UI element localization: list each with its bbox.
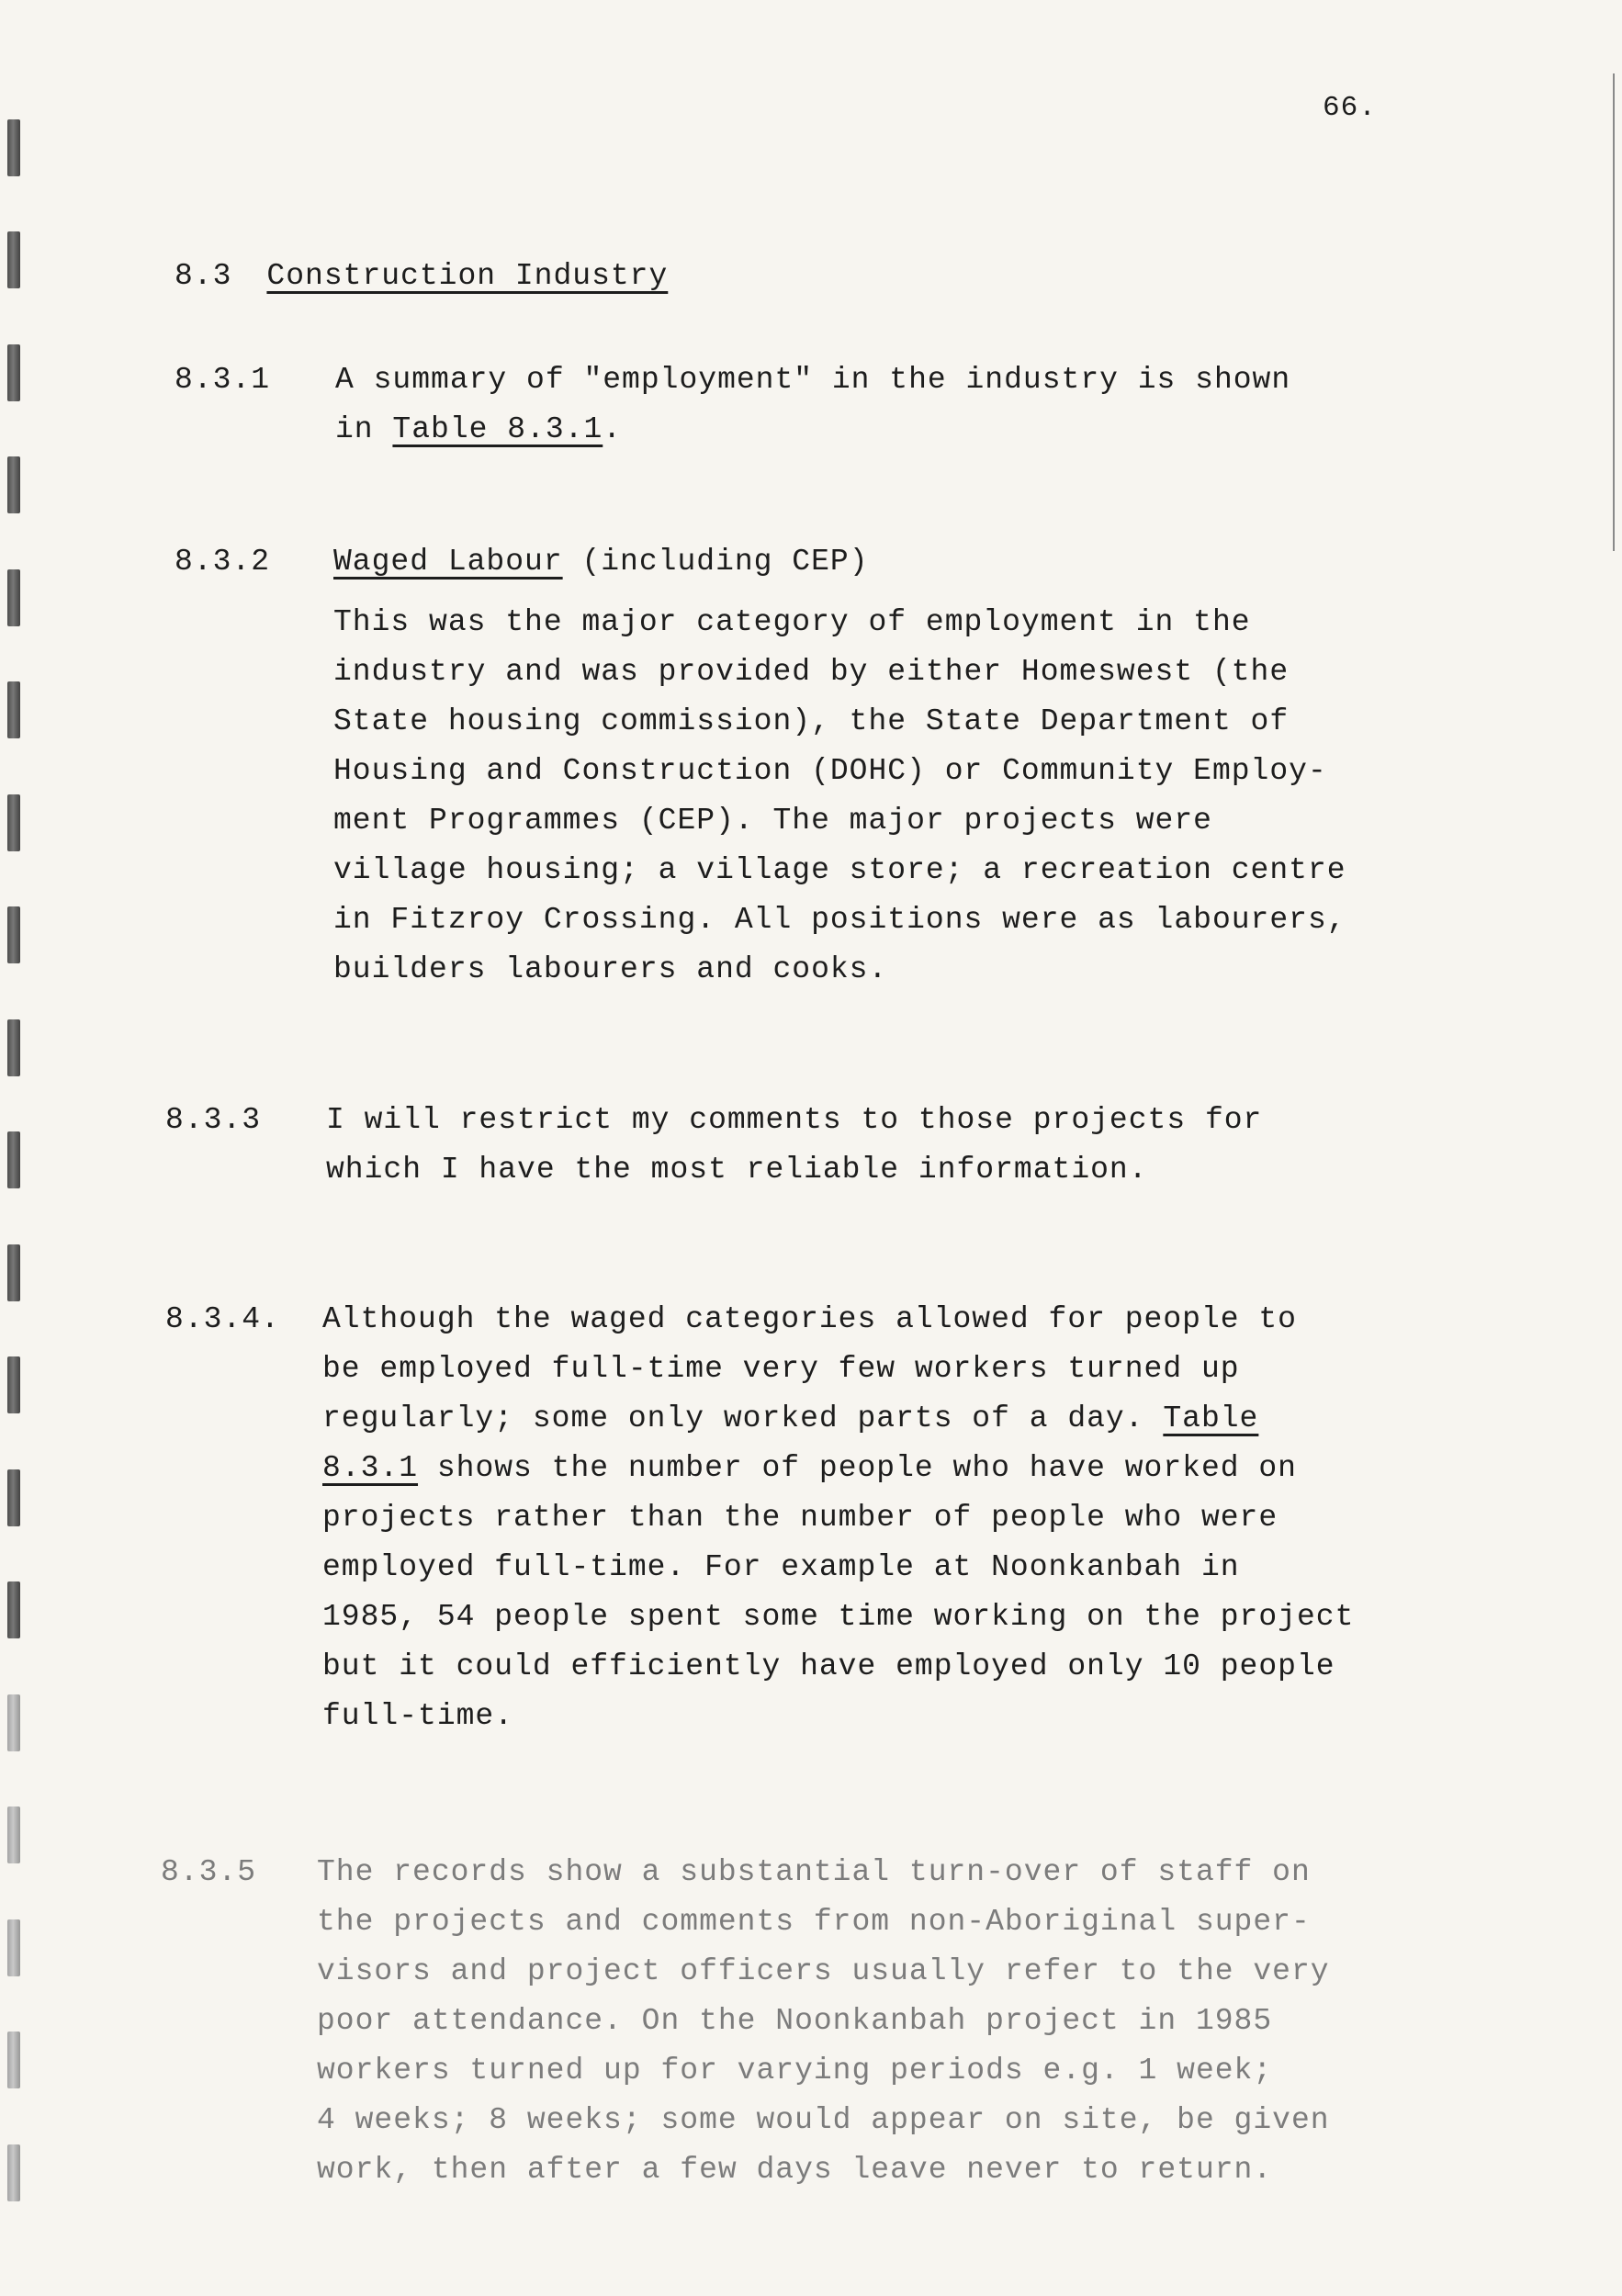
paragraph-body	[326, 1096, 1474, 1195]
paragraph-body	[335, 355, 1483, 455]
subheading-line	[333, 537, 1481, 587]
page-number: 66.	[1323, 92, 1377, 124]
text-line: 1985, 54 people spent some time working on the project	[322, 1600, 1355, 1634]
page-edge-line	[1613, 73, 1615, 551]
text-line: This was the major category of employment in the	[333, 605, 1251, 639]
binding-mark	[7, 2144, 20, 2201]
binding-mark	[7, 1919, 20, 1976]
paragraph-number: 8.3.4.	[165, 1302, 280, 1336]
binding-mark	[7, 1131, 20, 1188]
binding-mark	[7, 344, 20, 401]
text-fragment: regularly; some only worked parts of a day.	[322, 1401, 1164, 1435]
text-line: projects rather than the number of people who were	[322, 1501, 1278, 1535]
binding-mark	[7, 456, 20, 513]
binding-mark	[7, 231, 20, 288]
binding-mark	[7, 119, 20, 176]
text-line: poor attendance. On the Noonkanbah project in 1985	[317, 2004, 1273, 2038]
text-line: work, then after a few days leave never to return.	[317, 2153, 1273, 2187]
binding-mark	[7, 1806, 20, 1863]
text-line: Housing and Construction (DOHC) or Community Employ-	[333, 754, 1327, 788]
paragraph-number: 8.3.5	[161, 1855, 257, 1889]
text-line: but it could efficiently have employed only 10 people	[322, 1649, 1335, 1683]
section-heading	[175, 259, 668, 293]
text-line: I will restrict my comments to those projects for	[326, 1103, 1263, 1137]
binding-mark	[7, 1019, 20, 1076]
paragraph-body	[333, 537, 1481, 995]
text-line	[322, 1444, 1470, 1493]
paragraph-body	[317, 1848, 1465, 2195]
text-line: 4 weeks; 8 weeks; some would appear on site, be given	[317, 2103, 1330, 2137]
text-line: The records show a substantial turn-over of staff on	[317, 1855, 1311, 1889]
binding-mark	[7, 1469, 20, 1526]
text-line: visors and project officers usually refer to the very	[317, 1954, 1330, 1988]
text-line: the projects and comments from non-Aboriginal super-	[317, 1905, 1311, 1939]
binding-mark	[7, 794, 20, 851]
text-line: State housing commission), the State Department of	[333, 704, 1290, 738]
text-line: in Fitzroy Crossing. All positions were as labourers,	[333, 903, 1346, 937]
heading-title: Construction Industry	[266, 259, 669, 293]
text-fragment: shows the number of people who have worked on	[418, 1451, 1297, 1485]
text-line: A summary of "employment" in the industry is shown	[335, 363, 1291, 397]
binding-mark	[7, 1581, 20, 1638]
text-line: full-time.	[322, 1699, 514, 1733]
binding-mark	[7, 2032, 20, 2088]
text-line: Although the waged categories allowed for people to	[322, 1302, 1297, 1336]
text-line: village housing; a village store; a recreation centre	[333, 853, 1346, 887]
binding-mark	[7, 1244, 20, 1301]
text-fragment: in	[335, 412, 393, 446]
text-line: employed full-time. For example at Noonkanbah in	[322, 1550, 1240, 1584]
table-reference: Table 8.3.1	[392, 412, 603, 446]
subheading-rest: (including CEP)	[562, 545, 869, 579]
text-fragment: .	[603, 412, 623, 446]
subheading: Waged Labour	[333, 545, 563, 579]
text-line	[322, 1394, 1470, 1444]
text-line: ment Programmes (CEP). The major projects were	[333, 804, 1212, 838]
binding-mark	[7, 569, 20, 626]
paragraph-number: 8.3.1	[175, 363, 271, 397]
text-line: industry and was provided by either Homeswest (the	[333, 655, 1290, 689]
heading-number: 8.3	[175, 259, 232, 293]
text-line	[335, 405, 1483, 455]
binding-mark	[7, 906, 20, 963]
table-reference: 8.3.1	[322, 1451, 419, 1485]
binding-mark	[7, 681, 20, 738]
text-line: be employed full-time very few workers turned up	[322, 1352, 1240, 1386]
paragraph-number: 8.3.2	[175, 545, 271, 579]
binding-mark	[7, 1694, 20, 1751]
text-line: builders labourers and cooks.	[333, 952, 888, 986]
text-line: which I have the most reliable information.	[326, 1153, 1148, 1187]
paragraph-number: 8.3.3	[165, 1103, 262, 1137]
binding-mark	[7, 1356, 20, 1413]
text-line: workers turned up for varying periods e.g. 1 week;	[317, 2054, 1273, 2088]
table-reference: Table	[1163, 1401, 1259, 1435]
paragraph-body	[322, 1295, 1470, 1741]
